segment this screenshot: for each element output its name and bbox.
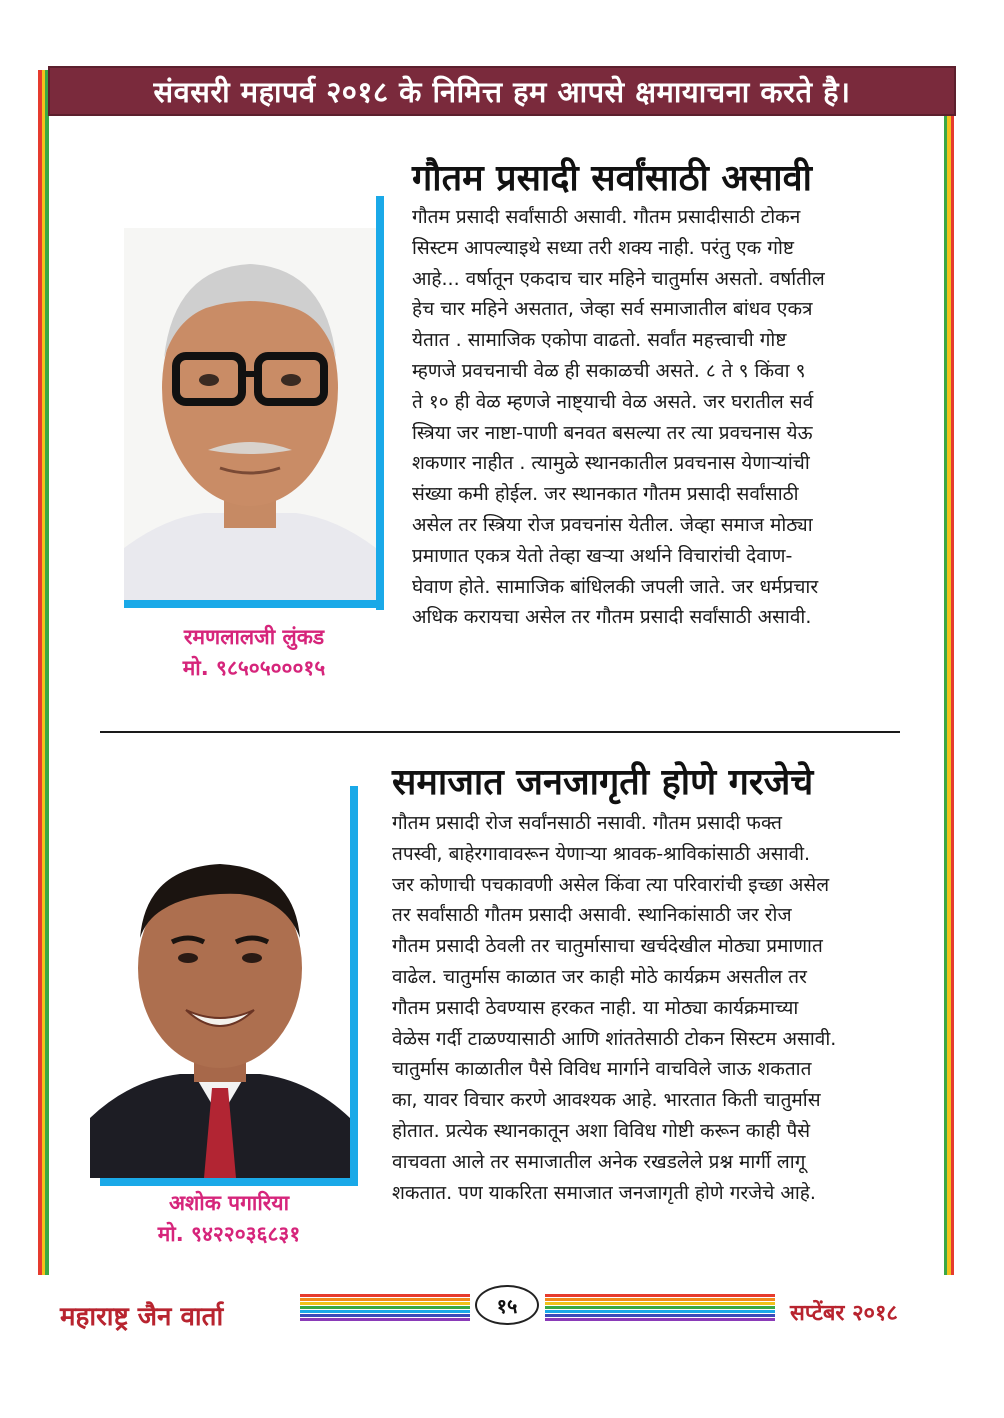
author-phone: मो. ९८५०५०००१५ [182,656,326,680]
footer-rainbow-left [300,1294,470,1322]
article1-body [412,202,825,633]
article1-line: येतात . सामाजिक एकोपा वाढतो. सर्वांत महत्त्वाची गोष्ट [412,329,787,352]
author-name: अशोक पगारिया [168,1191,290,1215]
header-banner [48,66,956,116]
article1-line: सिस्टम आपल्याइथे सध्या तरी शक्य नाही. परंतु एक गोष्ट [412,236,794,259]
article2-line: तर सर्वांसाठी गौतम प्रसादी असावी. स्थानिकांसाठी जर रोज [392,904,792,927]
article2-accent-bar-vertical [350,786,358,1186]
left-color-stripe [38,70,52,1275]
article2-title: समाजात जनजागृती होणे गरजेचे [392,762,814,803]
article1-line: म्हणजे प्रवचनाची वेळ ही सकाळची असते. ८ ते ९ किंवा ९ [412,359,806,382]
article1-line: घेवाण होते. सामाजिक बांधिलकी जपली जाते. जर धर्मप्रचार [412,575,819,598]
article2-line: जर कोणाची पचकावणी असेल किंवा त्या परिवारांची इच्छा असेल [392,873,830,896]
banner-text: संवसरी महापर्व २०१८ के निमित्त हम आपसे क्षमायाचना करते है। [153,74,851,109]
footer-rainbow-right [545,1294,775,1322]
article1-line: संख्या कमी होईल. जर स्थानकात गौतम प्रसादी सर्वांसाठी [412,483,799,506]
article1-line: अधिक करायचा असेल तर गौतम प्रसादी सर्वांसाठी असावी. [412,606,812,629]
article1-line: प्रमाणात एकत्र येतो तेव्हा खऱ्या अर्थाने विचारांची देवाण- [412,544,793,567]
article1-line: हेच चार महिने असतात, जेव्हा सर्व समाजातील बांधव एकत्र [412,298,813,321]
article1-author-caption [124,622,384,684]
publication-name: महाराष्ट्र जैन वार्ता [60,1302,224,1332]
article1-line: स्त्रिया जर नाष्टा-पाणी बनवत बसल्या तर त्या प्रवचनास येऊ [412,421,813,444]
article2-line: गौतम प्रसादी ठेवण्यास हरकत नाही. या मोठ्या कार्यक्रमाच्या [392,996,799,1019]
author-name: रमणलालजी लुंकड [183,625,325,649]
article2-line: चातुर्मास काळातील पैसे विविध मार्गाने वाचविले जाऊ शकतात [392,1058,812,1081]
article2-line: गौतम प्रसादी रोज सर्वांनसाठी नसावी. गौतम प्रसादी फक्त [392,812,782,834]
portrait-icon [124,228,376,600]
article1-line: ते १० ही वेळ म्हणजे नाष्ट्याची वेळ असते. जर घरातील सर्व [412,390,814,413]
article2-body [392,808,836,1208]
right-color-stripe [940,70,954,1275]
article1-title: गौतम प्रसादी सर्वांसाठी असावी [412,158,812,199]
author-photo-2 [90,818,350,1178]
article1-line: आहे... वर्षातून एकदाच चार महिने चातुर्मास असतो. वर्षातील [412,267,825,290]
article2-line: वाचवता आले तर समाजातील अनेक रखडलेले प्रश्न मार्गी लागू [392,1150,806,1173]
article1-line: गौतम प्रसादी सर्वांसाठी असावी. गौतम प्रसादीसाठी टोकन [412,206,801,228]
article2-line: वाढेल. चातुर्मास काळात जर काही मोठे कार्यक्रम असतील तर [392,965,807,988]
page-number: १५ [475,1285,539,1325]
article2-line: होतात. प्रत्येक स्थानकातून अशा विविध गोष्टी करून काही पैसे [392,1119,811,1142]
author-phone: मो. ९४२२०३६८३१ [157,1222,301,1246]
article2-line: गौतम प्रसादी ठेवली तर चातुर्मासाचा खर्चदेखील मोठ्या प्रमाणात [392,935,823,958]
article2-line: तपस्वी, बाहेरगावावरून येणाऱ्या श्रावक-श्राविकांसाठी असावी. [392,842,811,865]
section-divider [100,731,900,733]
article2-line: वेळेस गर्दी टाळण्यासाठी आणि शांततेसाठी टोकन सिस्टम असावी. [392,1027,837,1050]
article1-line: असेल तर स्त्रिया रोज प्रवचनांस येतील. जेव्हा समाज मोठ्या [412,513,813,536]
article1-line: शकणार नाहीत . त्यामुळे स्थानकातील प्रवचनास येणाऱ्यांची [412,452,810,475]
article1-accent-bar-vertical [376,196,384,610]
article2-line: का, यावर विचार करणे आवश्यक आहे. भारतात किती चातुर्मास [392,1089,821,1112]
author-photo-1 [124,228,376,600]
article2-accent-bar-horizontal [100,1178,358,1186]
article1-accent-bar-horizontal [124,600,384,608]
portrait-icon [90,818,350,1178]
article2-author-caption [100,1188,358,1250]
article2-line: शकतात. पण याकरिता समाजात जनजागृती होणे गरजेचे आहे. [392,1181,816,1204]
issue-date: सप्टेंबर २०१८ [790,1301,898,1326]
